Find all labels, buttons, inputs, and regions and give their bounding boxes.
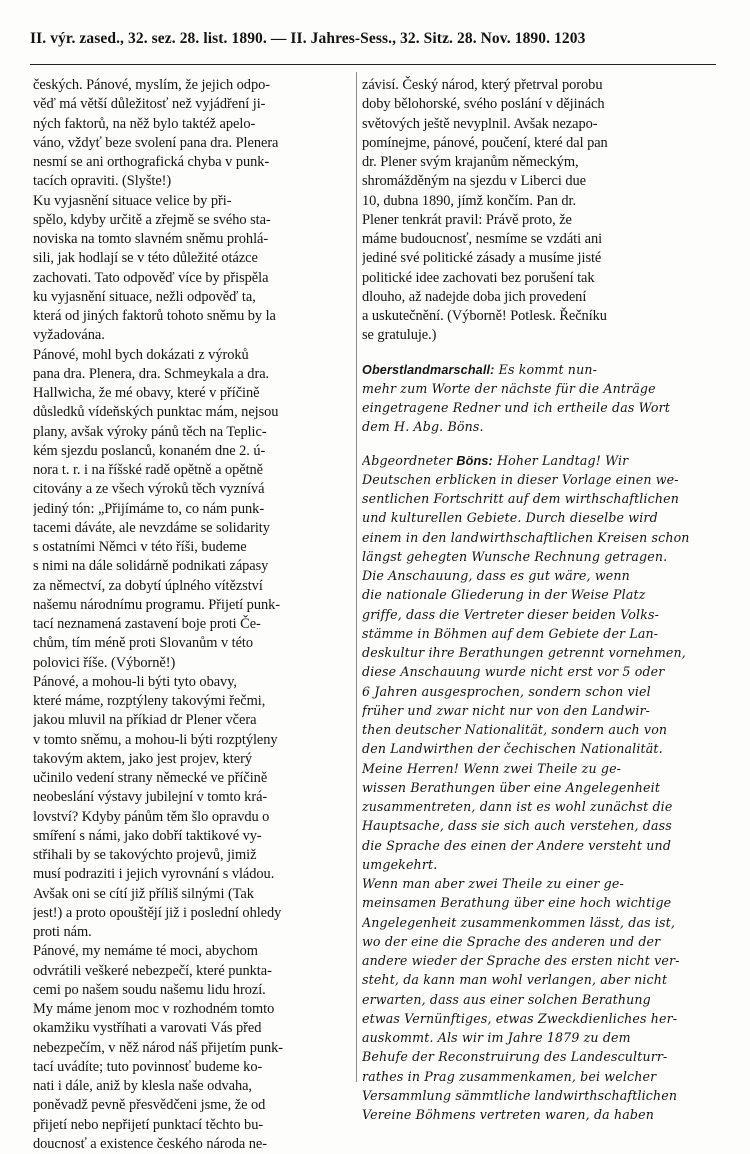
text-line: zusammentreten, dann ist es wohl zunächst die [362,799,673,814]
text-line: nebezpečím, v něž národ náš přijetím punk- [33,1039,284,1056]
text-line: doucnosť a existence českého národa ne- [33,1135,267,1152]
text-line: und kulturellen Gebiete. Durch dieselbe wird [362,510,658,526]
text-line: proti nám. [33,924,92,940]
header-rule [30,64,716,65]
text-line: světových ještě nevyplnil. Avšak nezapo- [362,115,598,132]
text-line: jest!) a proto opouštějí již i poslední ohledy [33,904,282,921]
text-line: steht, da kann man wohl verlangen, aber nicht [362,972,668,988]
text-line: mehr zum Worte der nächste für die Anträge [362,380,656,396]
text-line: přijetí nebo nepřijetí punktací těchto bu- [33,1116,264,1133]
text-line: Hauptsache, dass sie sich auch verstehen, dass [362,818,672,834]
text-line: vyžadována. [33,327,105,344]
text-line: Pánové, a mohou-li býti tyto obavy, [33,673,237,690]
text-line: rathes in Prag zusammenkamen, bei welcher [362,1068,657,1084]
text-line: Die Anschauung, dass es gut wäre, wenn [362,568,630,583]
text-line: eingetragene Redner und ich ertheile das Wort [362,400,670,415]
text-line: zachovati. Tato odpověď více by přispěla [33,269,269,286]
text-line: citovány a ze všech výroků těch vyznívá [33,481,265,498]
text-line: Wenn man aber zwei Theile zu einer ge- [362,876,624,891]
text-line: längst gehegten Wunsche Rechnung getragen. [362,548,668,564]
text-line: nora t. r. i na říšské radě opětně a opětně [33,462,264,478]
column-divider [356,72,357,1082]
text-line: dr. Plener svým krajanům německým, [362,154,579,170]
text-line: našemu národnímu programu. Přijetí punk- [33,596,280,613]
text-line: stämme in Böhmen auf dem Gebiete der Lan- [362,625,659,641]
text-line: andere wieder der Sprache des ersten nicht ver- [362,953,680,968]
text-line: einem in den landwirthschaftlichen Kreisen schon [362,529,690,545]
text-line: doby bělohorské, svého poslání v dějinách [362,96,605,113]
text-line: Meine Herren! Wenn zwei Theile zu ge- [362,760,622,776]
text-line: nesmí se ani orthografická chyba v punk- [33,154,270,170]
text-line: die nationale Gliederung in der Weise Platz [362,587,646,603]
text-line: která od jiných faktorů tohoto sněmu by la [33,308,276,324]
text-line: wo der eine die Sprache des anderen und der [362,933,661,949]
text-line: tací neznamená zastavení boje proti Če- [33,616,261,632]
text-line: v tomto sněmu, a mohou-li býti rozptýleny [33,731,278,748]
text-line: s ostatními Němci v této říši, budeme [33,539,247,555]
text-line: 10, dubna 1890, jímž končím. Pan dr. [362,192,577,209]
text-line: auskommt. Als wir im Jahre 1879 zu dem [362,1030,631,1045]
text-line: Pánové, mohl bych dokázati z výroků [33,346,249,363]
speaker-name: Oberstlandmarschall: [362,362,495,377]
text-line: tací uvádíte; tuto povinnosť budeme ko- [33,1058,263,1075]
running-header: II. výr. zased., 32. sez. 28. list. 1890. — II. Jahres-Sess., 32. Sitz. 28. Nov. 1890. 1203 [30,30,586,47]
text-line: Abgeordneter Böns: Hoher Landtag! Wir [362,452,629,468]
text-line: polovici říše. (Výborně!) [33,654,176,671]
text-line: s nimi na dále solidárně podnikati zápasy [33,558,269,575]
text-line: sentlichen Fortschritt auf dem wirthschaftlichen [362,491,679,506]
text-line: meinsamen Berathung über eine hoch wichtige [362,895,672,911]
text-line: die Sprache des einen der Andere versteht und [362,837,672,853]
text-line: umgekehrt. [362,856,438,872]
text-line: erwarten, dass aus einer solchen Berathung [362,991,651,1007]
text-line: důsledků vídeňských punktac mám, nejsou [33,404,279,421]
text-line: My máme jenom moc v rozhodném tomto [33,1001,275,1017]
text-line: nati i dále, aniž by klesla naše odvaha, [33,1078,252,1094]
text-line: Avšak oni se cítí již příliš silnými (Tak [33,885,254,902]
text-line: takovým aktem, jako jest projev, který [33,750,252,767]
paragraph-gap [362,346,714,360]
text-line: neobeslání výstavy jubilejní v tomto krá- [33,789,268,806]
text-line: jakou mluvil na příkiad dr Plener včera [33,712,257,729]
text-line: musí podraziti i jejich vyrovnání s vládou. [33,866,275,883]
text-line: které máme, rozptýleny takovými řečmi, [33,693,266,709]
text-line: Ku vyjasnění situace velice by při- [33,192,232,209]
text-line: ku vyjasnění situace, nežli odpověď ta, [33,288,256,305]
text-line: se gratuluje.) [362,327,437,344]
right-column [362,76,714,1124]
text-line: griffe, dass die Vertreter dieser beiden Volks- [362,606,660,622]
text-line: českých. Pánové, myslím, že jejich odpo- [33,77,270,93]
text-line: noviska na tomto slavném sněmu prohlá- [33,231,269,247]
text-line: jediné své politické zásady a musíme jisté [362,250,602,267]
text-line: Behufe der Reconstruirung des Landesculturr- [362,1049,668,1065]
text-line: učinilo vedení strany německé ve příčině [33,770,268,786]
text-line: střihali by se takovýchto projevů, jimiž [33,847,257,863]
text-line: pomínejme, pánové, poučení, které dal pan [362,134,608,151]
text-line: váno, vždyť beze svolení pana dra. Plenera [33,134,279,151]
text-line: jediný tón: „Přijímáme to, co nám punk- [33,500,265,517]
text-line: Oberstlandmarschall: Es kommt nun- [362,361,597,377]
text-line: Versammlung sämmtliche landwirthschaftlichen [362,1087,678,1103]
text-line: wissen Berathungen über eine Angelegenheit [362,779,661,795]
text-line: früher und zwar nicht nur von den Landwir- [362,702,651,718]
text-line: ných faktorů, na něž bylo taktéž apelo- [33,115,256,132]
text-line: tacích opraviti. (Slyšte!) [33,173,172,190]
text-line: Vereine Böhmens vertreten waren, da haben [362,1107,654,1122]
text-line: politické idee zachovati bez porušení tak [362,269,595,286]
text-line: then deutscher Nationalität, sondern auch von [362,722,668,737]
text-line: Pánové, my nemáme té moci, abychom [33,943,258,960]
text-line: pana dra. Plenera, dra. Schmeykala a dra. [33,365,270,382]
text-line: diese Anschauung wurde nicht erst vor 5 oder [362,664,665,680]
text-line: dem H. Abg. Böns. [362,419,484,435]
text-line: Deutschen erblicken in dieser Vorlage einen we- [362,471,679,487]
text-line: plany, avšak výroky pánů těch na Teplic- [33,423,267,440]
text-line: poněvadž pevně přesvědčeni jsme, že od [33,1097,266,1114]
text-line: závisí. Český národ, který přetrval porobu [362,77,603,93]
text-line: lovství? Kdyby pánům těm šlo opravdu o [33,808,270,825]
text-line: Angelegenheit zusammenkommen lässt, das ist, [362,914,676,930]
text-line: shromážděným na sjezdu v Liberci due [362,173,586,190]
text-line: tacemi dáváte, ale nevzdáme se solidarity [33,519,270,536]
text-line: dlouho, až nadejde doba jich provedení [362,288,587,305]
text-line: smíření s námi, jako dobří taktikové vy- [33,827,262,844]
paragraph-gap [362,437,714,451]
text-line: kém sjezdu poslanců, konaném dne 2. ú- [33,442,266,459]
text-line: okamžiku vystříhati a varovati Vás před [33,1020,262,1037]
text-line: spělo, kdyby určitě a zřejmě se svého sta- [33,211,271,228]
text-line: 6 Jahren ausgesprochen, sondern schon viel [362,683,651,699]
text-line: a uskutečnění. (Výborně! Potlesk. Řečníku [362,308,607,324]
text-line: za němectví, za dobytí úplného vítězství [33,577,263,594]
text-line: cemi po našem soudu našemu lidu hrozí. [33,981,266,998]
text-line: Hallwicha, že mé obavy, které v příčině [33,385,260,401]
speaker-name: Böns: [456,453,493,468]
text-line: věď má větší důležitosť než vyjádření ji- [33,96,266,113]
text-line: sili, jak hodlají se v této důležité otázce [33,250,258,267]
text-line: Plener tenkrát pravil: Právě proto, že [362,211,572,228]
text-line: odvrátili veškeré nebezpečí, které punkta- [33,962,272,979]
text-line: chům, tím méně proti Slovanům v této [33,635,254,652]
text-line: deskultur ihre Berathungen getrennt vornehmen, [362,645,686,660]
text-line: den Landwirthen der čechischen Nationalität. [362,741,663,757]
text-line: etwas Vernünftiges, etwas Zweckdienliches her- [362,1010,678,1026]
left-column [33,76,355,1154]
text-line: máme budoucnosť, nesmíme se vzdáti ani [362,231,603,247]
